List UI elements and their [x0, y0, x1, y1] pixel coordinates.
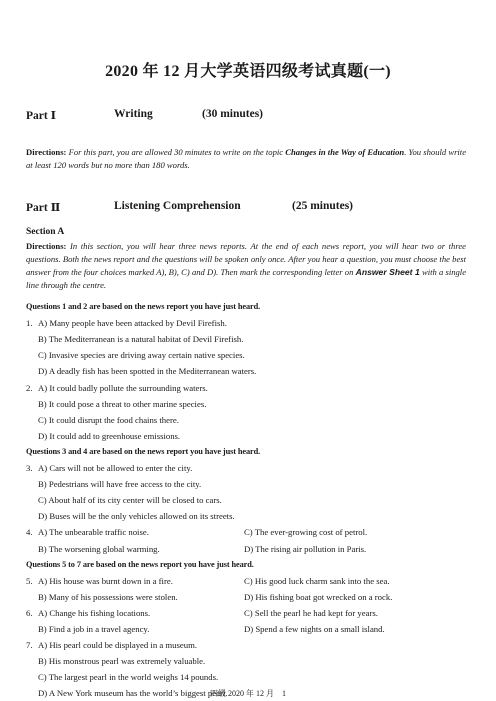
answer-option: A) Many people have been attacked by Devil Firefish. — [38, 318, 227, 329]
part-2-directions — [26, 240, 466, 292]
answer-option: D) Spend a few nights on a small island. — [244, 624, 385, 634]
question-group-instruction: Questions 5 to 7 are based on the news report you have just heard. — [26, 559, 254, 569]
part-1-time: (30 minutes) — [202, 108, 264, 120]
answer-option: D) The rising air pollution in Paris. — [244, 543, 367, 554]
part-1-label: Part Ⅰ — [26, 110, 56, 122]
question-number: 5. — [26, 575, 33, 586]
part-2-time: (25 minutes) — [292, 200, 354, 212]
answer-option: D) Buses will be the only vehicles allowed on its streets. — [38, 511, 235, 522]
question-group-instruction: Questions 1 and 2 are based on the news report you have just heard. — [26, 302, 261, 311]
directions-text: For this part, you are allowed 30 minutes to write on the topic — [66, 147, 286, 157]
question-number: 7. — [26, 640, 33, 651]
answer-option: B) His monstrous pearl was extremely valuable. — [38, 656, 206, 667]
question-group-instruction: Questions 3 and 4 are based on the news report you have just heard. — [26, 446, 261, 456]
answer-option: A) Cars will not be allowed to enter the city. — [38, 463, 193, 473]
answer-option: A) Change his fishing locations. — [38, 607, 151, 618]
answer-option: A) His house was burnt down in a fire. — [38, 575, 173, 586]
answer-option: D) A New York museum has the world’s biggest pearl. — [38, 688, 228, 699]
part-1-directions — [26, 146, 466, 172]
directions-text: In this section, you will hear three news reports. At the end of each news report, you will hear two or three questions. Both the news report and the questions will be spoken only once. After you hear a question, you must choose the best answer from the four choices marked A), B), C) and D). Then mark the corresponding letter on — [26, 241, 466, 277]
answer-option: C) The largest pearl in the world weighs 14 pounds. — [38, 672, 219, 683]
answer-option: B) The Mediterranean is a natural habitat of Devil Firefish. — [38, 334, 244, 345]
part-2-name: Listening Comprehension — [114, 200, 241, 212]
directions-text: with a single line through the centre. — [26, 267, 467, 290]
answer-option: C) Sell the pearl he had kept for years. — [244, 607, 378, 618]
answer-option: C) It could disrupt the food chains there. — [38, 414, 179, 425]
answer-option: B) Many of his possessions were stolen. — [38, 591, 178, 602]
section-a-heading: Section A — [26, 227, 65, 237]
answer-option: A) It could badly pollute the surrounding waters. — [38, 382, 208, 393]
question-number: 2. — [26, 382, 33, 393]
directions-text: . You should write at least 120 words but no more than 180 words. — [26, 147, 467, 170]
answer-option: C) About half of its city center will be closed to cars. — [38, 495, 222, 506]
answer-option: D) A deadly fish has been spotted in the Mediterranean waters. — [38, 366, 257, 377]
question-number: 3. — [26, 463, 33, 473]
answer-option: B) It could pose a threat to other marine species. — [38, 398, 207, 409]
page-footer: 四级 2020 年 12 月 1 — [210, 689, 286, 698]
answer-option: D) It could add to greenhouse emissions. — [38, 430, 181, 441]
answer-option: B) Find a job in a travel agency. — [38, 624, 150, 634]
question-number: 6. — [26, 607, 33, 618]
answer-option: A) The unbearable traffic noise. — [38, 527, 149, 538]
page-title: 2020 年 12 月大学英语四级考试真题(一) — [105, 63, 391, 80]
answer-option: A) His pearl could be displayed in a museum. — [38, 640, 197, 651]
part-2-label: Part Ⅱ — [26, 202, 61, 214]
part-1-name: Writing — [114, 108, 153, 120]
answer-sheet-reference: Answer Sheet 1 — [355, 267, 420, 277]
answer-option: B) The worsening global warming. — [38, 543, 160, 554]
directions-label: Directions: — [26, 241, 67, 251]
writing-topic: Changes in the Way of Education — [285, 147, 405, 157]
answer-option: D) His fishing boat got wrecked on a rock. — [244, 591, 393, 602]
directions-label: Directions: — [26, 147, 67, 157]
answer-option: C) Invasive species are driving away certain native species. — [38, 350, 245, 361]
answer-option: B) Pedestrians will have free access to the city. — [38, 479, 202, 490]
question-number: 4. — [26, 527, 33, 538]
answer-option: C) The ever-growing cost of petrol. — [244, 527, 368, 538]
question-number: 1. — [26, 318, 33, 329]
answer-option: C) His good luck charm sank into the sea. — [244, 575, 390, 586]
